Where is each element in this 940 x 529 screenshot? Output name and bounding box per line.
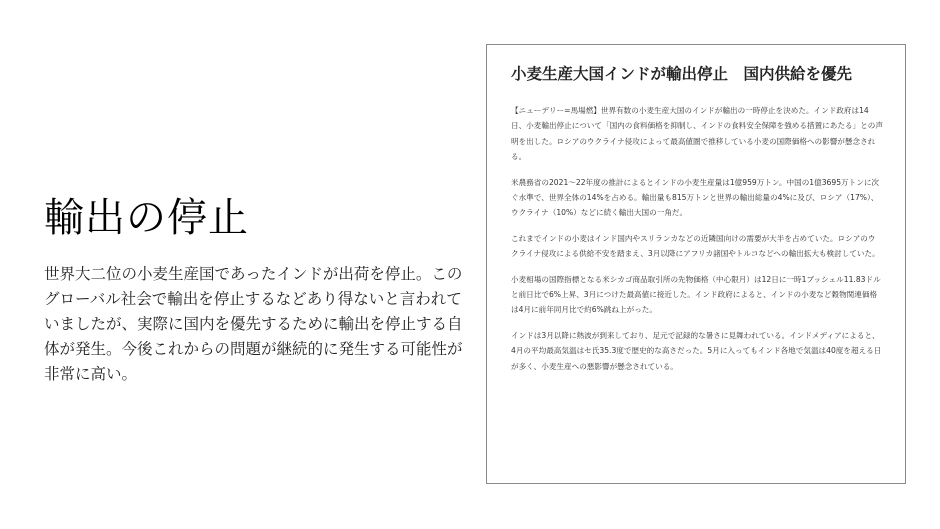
slide-title: 輸出の停止	[44, 195, 249, 241]
article-paragraph: 【ニューデリー=馬場燃】世界有数の小麦生産大国のインドが輸出の一時停止を決めた。インド政府は14日、小麦輸出停止について「国内の食料価格を抑制し、インドの食料安全保障を強める措置にあたる」との声明を出した。ロシアのウクライナ侵攻によって最高値圏で推移している小麦の国際価格への影響が懸念される。	[511, 106, 883, 162]
article-headline: 小麦生産大国インドが輸出停止 国内供給を優先	[511, 65, 853, 83]
slide-body-text: 世界大二位の小麦生産国であったインドが出荷を停止。このグローバル社会で輸出を停止するなどあり得ないと言われていましたが、実際に国内を優先するために輸出を停止する自体が発生。今後これからの問題が継続的に発生する可能性が非常に高い。	[44, 265, 463, 383]
article-box	[486, 44, 906, 484]
article-paragraph: これまでインドの小麦はインド国内やスリランカなどの近隣国向けの需要が大半を占めていた。ロシアのウクライナ侵攻による供給不安を踏まえ、3月以降にアフリカ諸国やトルコなどへの輸出拡大も検討していた。	[511, 233, 880, 259]
article-paragraph: インドは3月以降に熱波が到来しており、足元で記録的な暑さに見舞われている。インドメディアによると、4月の平均最高気温はセ氏35.3度で歴史的な高さだった。5月に入ってもインド各地で気温は40度を超える日が多く、小麦生産への悪影響が懸念されている。	[511, 330, 882, 371]
article-paragraph: 小麦相場の国際指標となる米シカゴ商品取引所の先物価格（中心限月）は12日に一時1ブッシェル11.83ドルと前日比で6%上昇、3月につけた最高値に接近した。インド政府によると、インドの小麦など穀物関連価格は4月に前年同月比で約6%跳ね上がった。	[511, 274, 881, 315]
article-paragraph: 米農務省の2021〜22年度の推計によるとインドの小麦生産量は1億959万トン。中国の1億3695万トンに次ぐ水準で、世界全体の14%を占める。輸出量も815万トンと世界の輸出総量の4%に及び、ロシア（17%）、ウクライナ（10%）などに続く輸出大国の一角だ。	[511, 177, 880, 218]
